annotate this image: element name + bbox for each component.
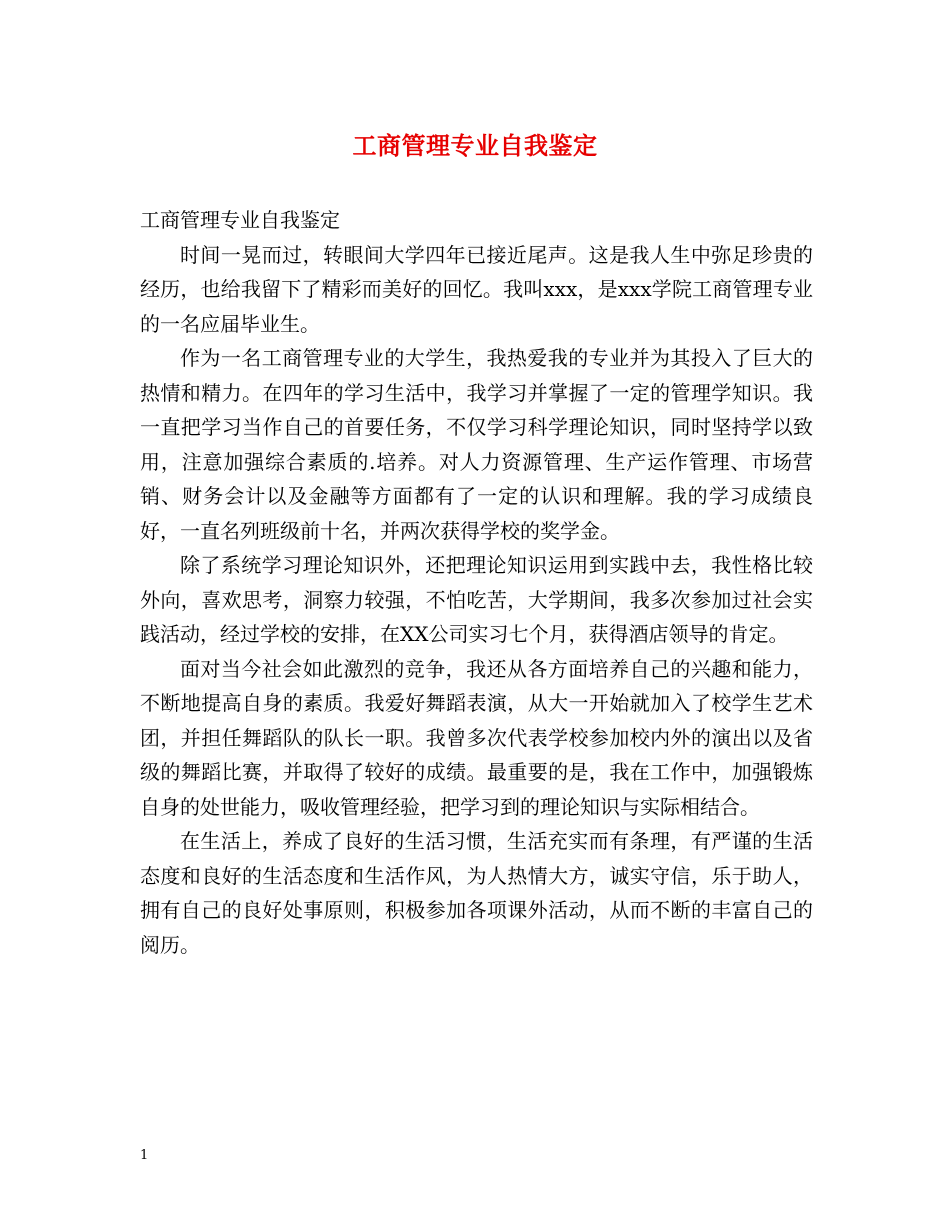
paragraph: 在生活上，养成了良好的生活习惯，生活充实而有条理，有严谨的生活态度和良好的生活态度和生活作风，为人热情大方，诚实守信，乐于助人，拥有自己的良好处事原则，积极参加各项课外活动，从而不断的丰富自己的阅历。 xyxy=(140,829,813,957)
page-number: 1 xyxy=(140,1148,149,1163)
paragraph: 面对当今社会如此激烈的竞争，我还从各方面培养自己的兴趣和能力，不断地提高自身的素质。我爱好舞蹈表演，从大一开始就加入了校学生艺术团，并担任舞蹈队的队长一职。我曾多次代表学校参加校内外的演出以及省级的舞蹈比赛，并取得了较好的成绩。最重要的是，我在工作中，加强锻炼自身的处世能力，吸收管理经验，把学习到的理论知识与实际相结合。 xyxy=(140,656,813,819)
document-subtitle: 工商管理专业自我鉴定 xyxy=(140,208,340,232)
document-title: 工商管理专业自我鉴定 xyxy=(352,131,598,160)
paragraph: 时间一晃而过，转眼间大学四年已接近尾声。这是我人生中弥足珍贵的经历，也给我留下了精彩而美好的回忆。我叫xxx，是xxx学院工商管理专业的一名应届毕业生。 xyxy=(140,242,813,336)
paragraph: 除了系统学习理论知识外，还把理论知识运用到实践中去，我性格比较外向，喜欢思考，洞察力较强，不怕吃苦，大学期间，我多次参加过社会实践活动，经过学校的安排，在XX公司实习七个月，获得酒店领导的肯定。 xyxy=(140,553,813,646)
paragraph: 作为一名工商管理专业的大学生，我热爱我的专业并为其投入了巨大的热情和精力。在四年的学习生活中，我学习并掌握了一定的管理学知识。我一直把学习当作自己的首要任务，不仅学习科学理论知识，同时坚持学以致用，注意加强综合素质的.培养。对人力资源管理、生产运作管理、市场营销、财务会计以及金融等方面都有了一定的认识和理解。我的学习成绩良好，一直名列班级前十名，并两次获得学校的奖学金。 xyxy=(140,346,813,543)
document-body xyxy=(140,203,813,962)
